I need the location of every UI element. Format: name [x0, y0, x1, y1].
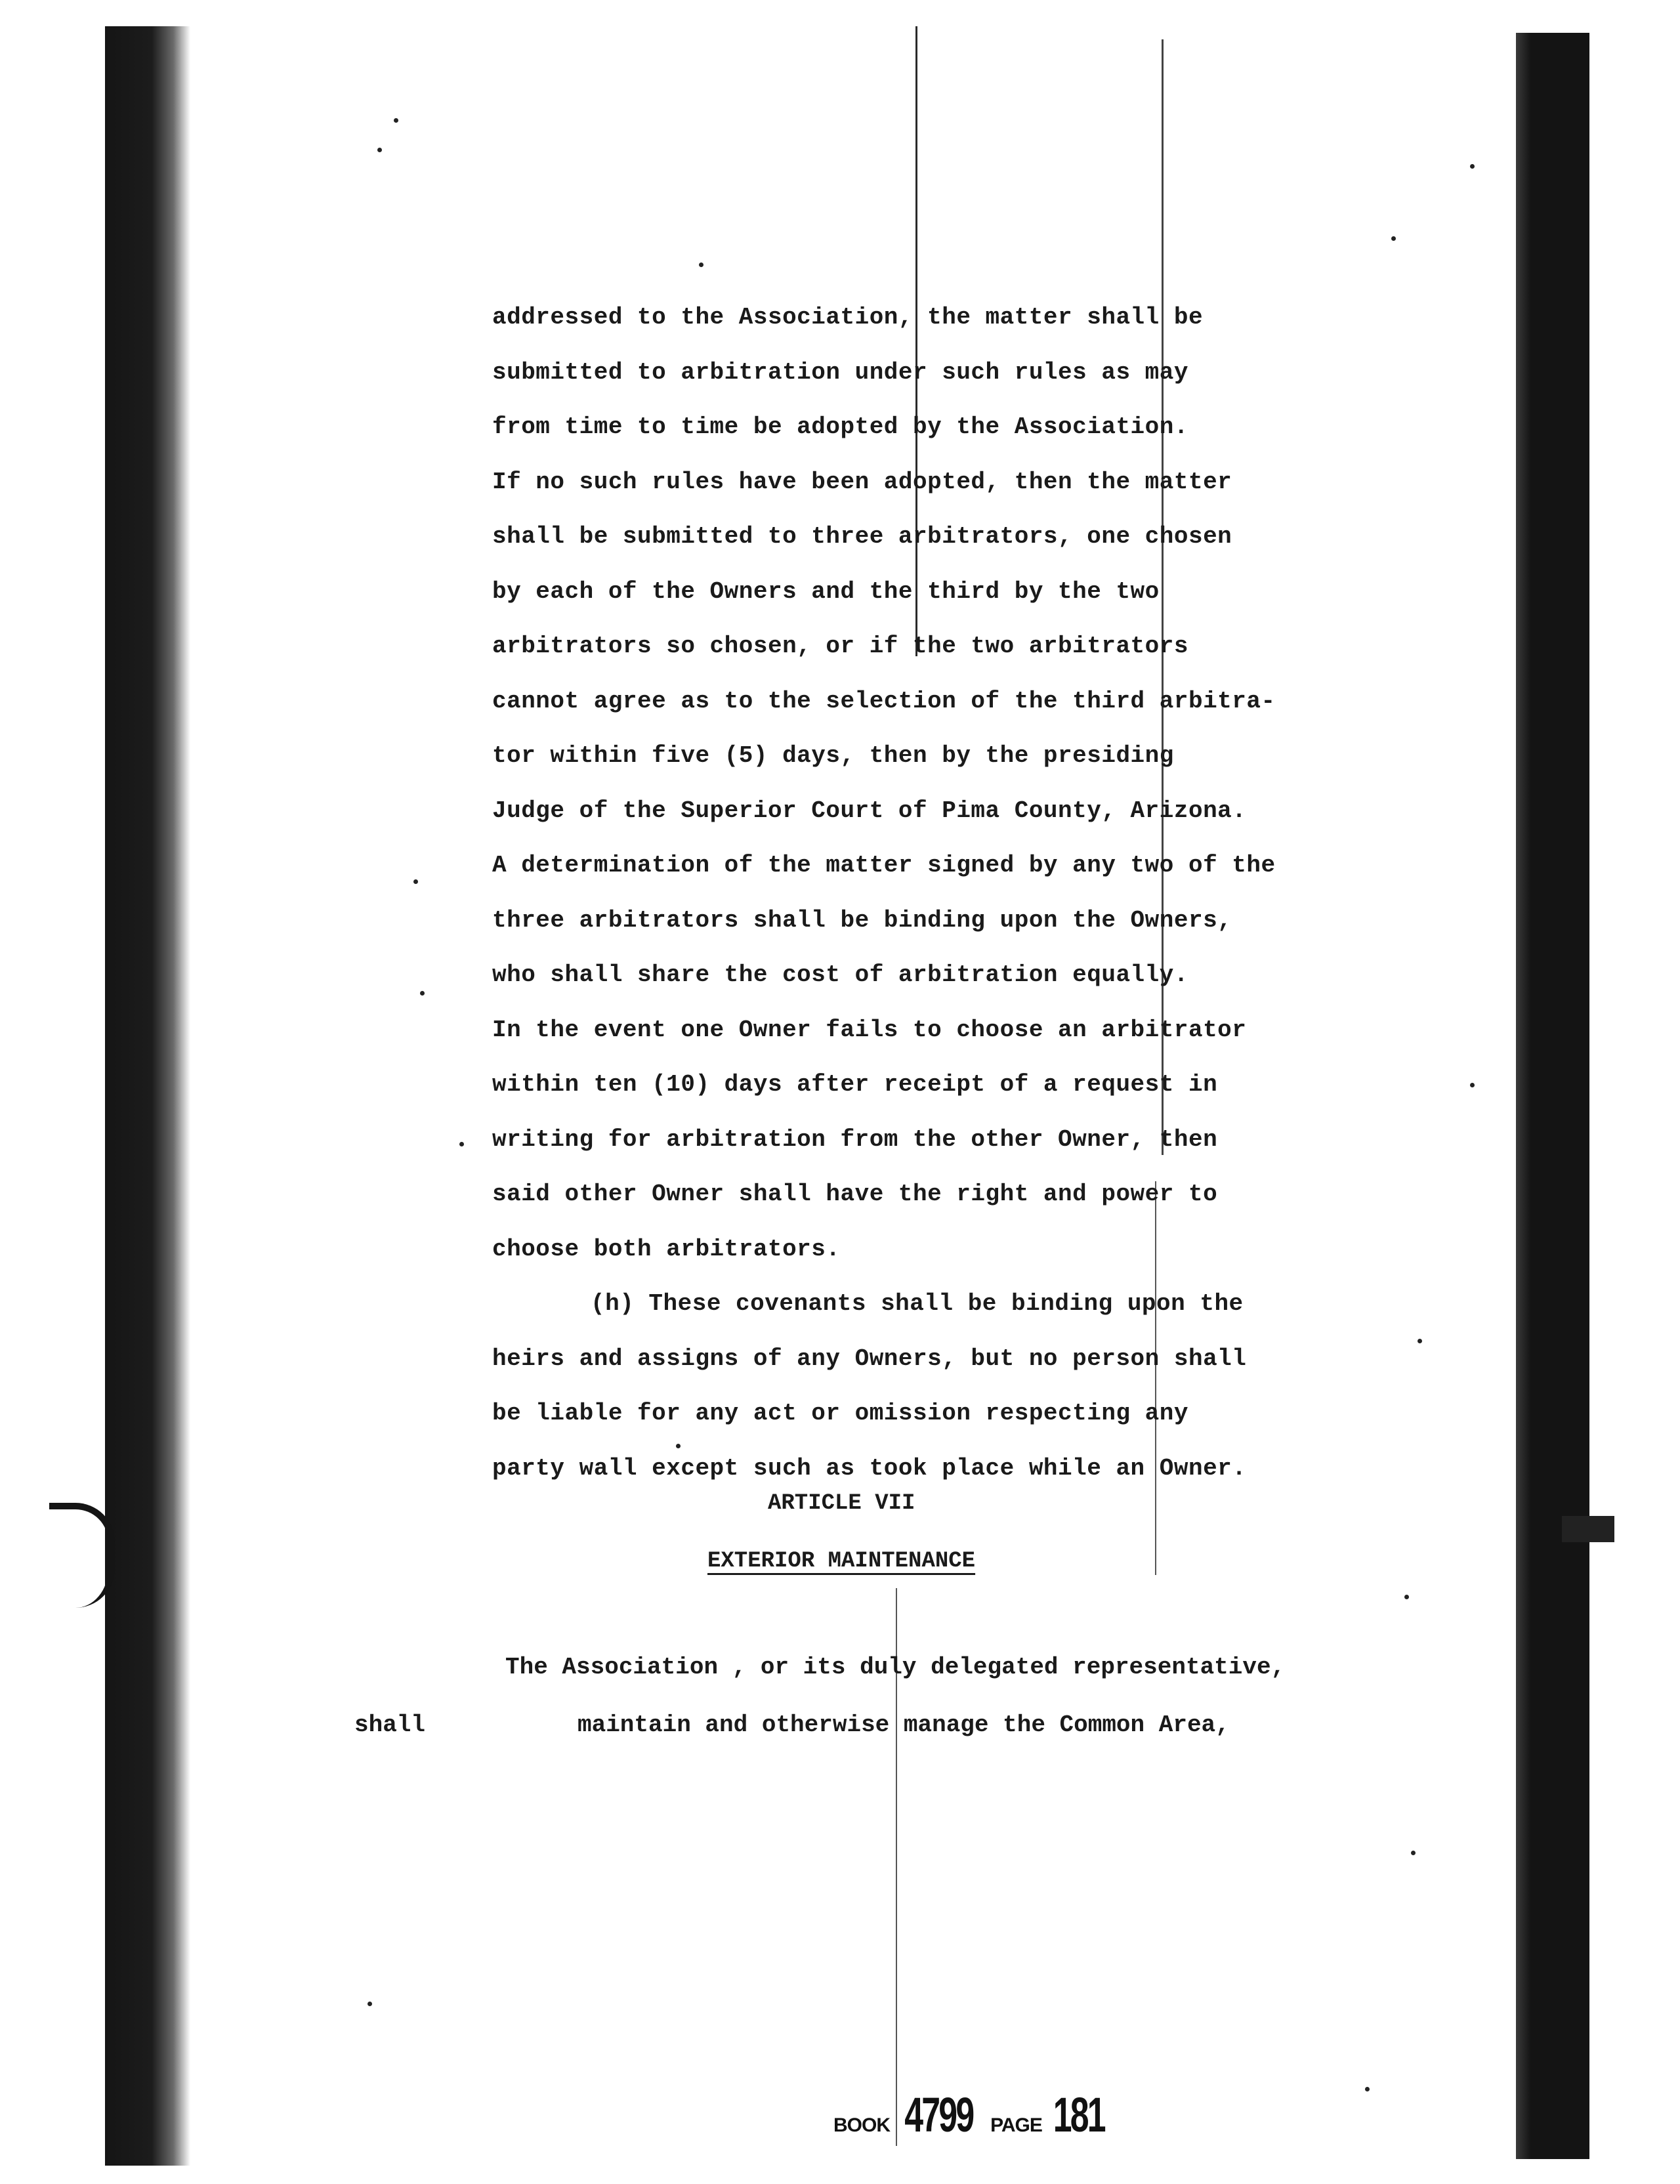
scan-speck — [459, 1142, 464, 1146]
text-line: A determination of the matter signed by any two of the — [492, 852, 1276, 879]
scan-edge-left — [105, 26, 190, 2166]
scan-speck — [1470, 164, 1475, 169]
scan-edge-right — [1516, 33, 1589, 2159]
scan-speck — [413, 879, 418, 884]
text-line: by each of the Owners and the third by the two — [492, 578, 1160, 605]
text-line: In the event one Owner fails to choose an arbitrator — [492, 1016, 1247, 1043]
recording-stamp — [833, 2087, 1115, 2143]
text-line: three arbitrators shall be binding upon the Owners, — [492, 906, 1232, 934]
text-line: cannot agree as to the selection of the third arbitra- — [492, 687, 1276, 715]
text-line: Judge of the Superior Court of Pima County, Arizona. — [492, 797, 1247, 824]
text-line: (h) These covenants shall be binding upon the — [591, 1290, 1244, 1317]
scan-speck — [699, 262, 704, 267]
scan-speck — [1470, 1083, 1475, 1087]
margin-insertion: shall — [354, 1712, 426, 1738]
scan-speck — [377, 148, 382, 152]
book-number: 4799 — [904, 2088, 973, 2142]
scan-speck — [1411, 1851, 1416, 1855]
text-line: who shall share the cost of arbitration equally. — [492, 961, 1188, 988]
scan-speck — [368, 2002, 372, 2006]
page-number: 181 — [1053, 2088, 1104, 2142]
scan-speck — [1391, 236, 1396, 241]
text-line: shall be submitted to three arbitrators, one chosen — [492, 523, 1232, 550]
text-line: tor within five (5) days, then by the presiding — [492, 742, 1174, 769]
text-line: writing for arbitration from the other Owner, then — [492, 1125, 1218, 1153]
text-line: said other Owner shall have the right and power to — [492, 1181, 1218, 1208]
binder-clip-mark-left — [49, 1503, 115, 1608]
text-line: addressed to the Association, the matter shall be — [492, 304, 1204, 331]
scan-speck — [1404, 1595, 1409, 1599]
scan-speck — [394, 118, 398, 123]
text-line: If no such rules have been adopted, then the matter — [492, 468, 1232, 495]
page-label: PAGE — [990, 2114, 1042, 2136]
text-line: submitted to arbitration under such rules as may — [492, 358, 1188, 386]
text-line: from time to time be adopted by the Association. — [492, 413, 1188, 440]
book-label: BOOK — [833, 2114, 890, 2136]
article-subheading: EXTERIOR MAINTENANCE — [707, 1549, 976, 1574]
binder-clip-mark-right — [1562, 1516, 1614, 1542]
document-body — [492, 290, 1411, 1496]
text-line: heirs and assigns of any Owners, but no person shall — [492, 1345, 1247, 1372]
scan-speck — [420, 991, 425, 996]
scan-speck — [1365, 2087, 1370, 2091]
text-line: party wall except such as took place while an Owner. — [492, 1454, 1247, 1482]
text-line: be liable for any act or omission respecting any — [492, 1400, 1188, 1427]
article-heading: ARTICLE VII — [768, 1491, 915, 1516]
text-line: maintain and otherwise manage the Common Area, — [578, 1712, 1230, 1738]
text-line: within ten (10) days after receipt of a request in — [492, 1071, 1218, 1098]
text-line: choose both arbitrators. — [492, 1235, 841, 1263]
scan-speck — [1418, 1339, 1422, 1343]
text-line: The Association , or its duly delegated representative, — [505, 1654, 1286, 1681]
text-line: arbitrators so chosen, or if the two arbitrators — [492, 633, 1188, 660]
